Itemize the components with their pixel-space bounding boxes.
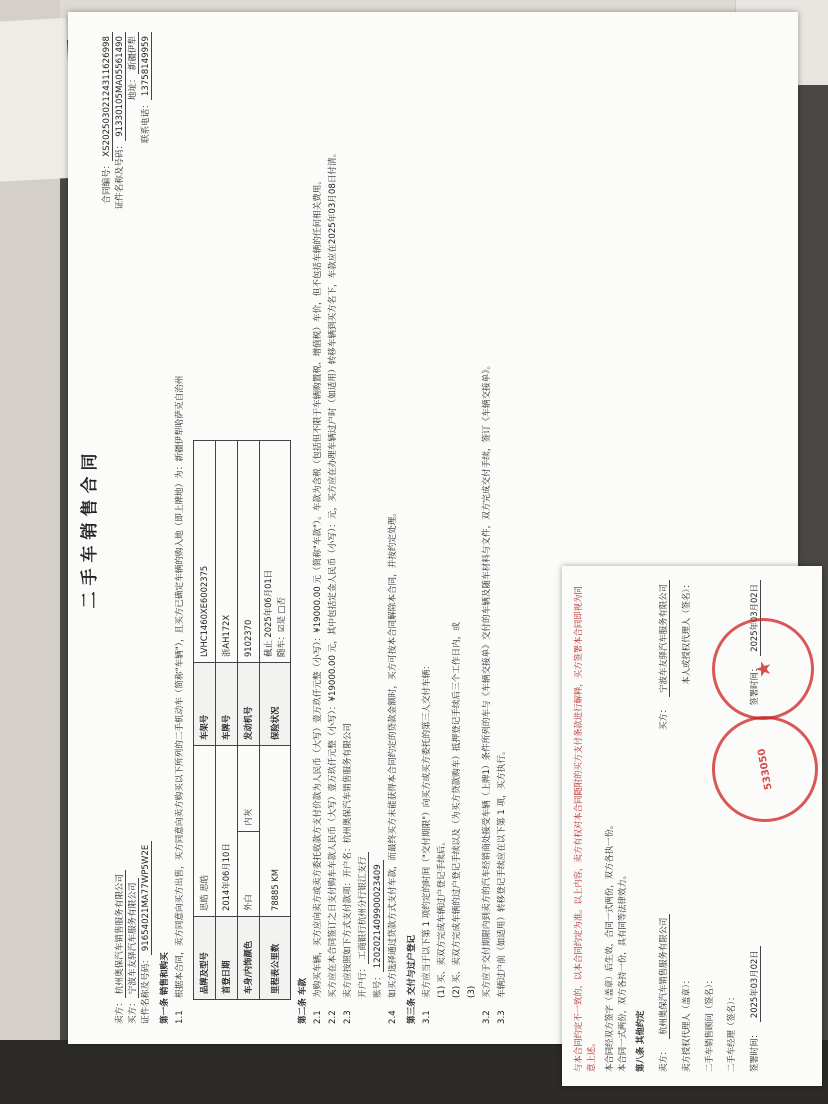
- clause-2-4-text: 如买方选择通过贷款方式支付车款，而最终买方未能获得本合同约定的贷款金额时，买方可按本合同解除本合同，并按约定处理。: [388, 508, 398, 998]
- buyer-sign-label: 买方：: [657, 704, 668, 730]
- buyer-company-seal: ★: [712, 618, 814, 720]
- seal-number: 533050: [755, 747, 775, 791]
- seller-company-seal: [712, 716, 818, 822]
- buyer-credit: 91654021MA77WP5W2E: [141, 841, 152, 956]
- clause-2-3: 2.3 卖方应按照如下方式支付款项：开户名：杭州奥保汽车销售服务有限公司: [343, 722, 353, 1024]
- vehicle-table: [193, 440, 291, 1000]
- contract-no-row: [101, 32, 114, 1024]
- mileage-value: 78885 KM: [260, 746, 291, 917]
- contract-no-label: 合同编号：: [102, 160, 112, 204]
- plate-label: 车牌号: [216, 663, 238, 746]
- clause-3-1-2: [451, 32, 464, 1024]
- brand-value: 思皓 思皓: [194, 746, 216, 917]
- clause-3-1-1-text: (1) 买、卖双方完成车辆过户登记手续后。: [437, 837, 447, 998]
- buyer-address: 新疆伊犁: [128, 32, 139, 74]
- buyer-name: 宁波车友驿汽车服务有限公司: [128, 878, 139, 998]
- account-label: 账号：: [373, 972, 383, 998]
- section-8-heading: 第八条 其他约定: [635, 1010, 645, 1072]
- insurance-options: 随车：☑是 □否: [276, 597, 286, 658]
- account-value: 1202021409900023409: [373, 860, 384, 972]
- seller-sign-name: 杭州奥保汽车销售服务有限公司: [657, 914, 671, 1039]
- clause-7-7: 本合同一式两份，双方各持一份，具有同等法律效力。: [616, 871, 627, 1072]
- table-row: [260, 441, 291, 1000]
- manager-label: 二手车经理（签名）：: [726, 992, 736, 1072]
- contract-page-2: [562, 566, 822, 1086]
- table-row: [194, 441, 216, 1000]
- insurance-label: 保险状况: [260, 663, 291, 746]
- clause-2-4: 2.4 如买方选择通过贷款方式支付车款，而最终买方未能获得本合同约定的贷款金额时，买方可按本合同解除本合同，并按约定处理。: [388, 508, 398, 1024]
- reg-date-label: 首登日期: [216, 917, 238, 1000]
- insurance-value: [260, 441, 291, 663]
- seller-sign-row: [657, 580, 671, 1072]
- section-3-heading: 第三条 交付与过户登记: [407, 935, 417, 1024]
- plate-value: 浙AH172X: [216, 441, 238, 663]
- clause-3-3: 3.3 车辆过户前（如适用）转移登记手续应在以下第 1 项，买方执行。: [497, 746, 507, 1024]
- clause-1-1: 1.1 根据本合同，卖方同意向买方出售，买方同意向卖方购买以下所列的二手机动车（简称"车辆"），且买方已确定车辆的购入地（即上牌地）为：新疆伊犁哈萨克自治州: [175, 375, 185, 1024]
- sales-advisor-label: 二手车销售顾问（签名）：: [703, 975, 714, 1072]
- section-1-heading: 第一条 销售和购买: [160, 952, 170, 1024]
- mileage-label: 里程表公里数: [260, 917, 291, 1000]
- clause-3-2-text: 买方应于交付期限内到卖方的汽车经销商处接受车辆（上牌1）条件所列的车与《车辆交接单》交付的车辆及随车材料与文件，双方完成交付手续，签订《车辆交接单》。: [482, 360, 492, 998]
- buyer-label: 买方：: [128, 998, 138, 1024]
- clause-1-1-text: 根据本合同，卖方同意向买方出售，买方同意向卖方购买以下所列的二手机动车（简称"车辆"），且买方已确定车辆的购入地（即上牌地）为：新疆伊犁哈萨克自治州: [175, 375, 185, 998]
- clause-3-1-3: [466, 32, 479, 1024]
- seller-credit-label: 证件名称及号码：: [115, 140, 125, 210]
- clause-3-3-text: 车辆过户前（如适用）转移登记手续应在以下第 1 项，买方执行。: [497, 746, 507, 998]
- color-label: 车身/内饰颜色: [238, 917, 260, 1000]
- clause-3-1: 3.1 卖方应当于以下第 1 项约定的时间（"交付期限"）向买方或买方委托的第三人交付车辆：: [422, 661, 432, 1024]
- seller-label: 卖方：: [115, 998, 125, 1024]
- underlying-handwritten-sheet: [0, 18, 74, 182]
- seller-agent-label: 卖方授权代理人（盖章）：: [681, 975, 691, 1072]
- seller-credit: 91330105MA05561490: [115, 32, 126, 141]
- phone-label: 联系电话：: [141, 100, 151, 144]
- bank-row: [357, 32, 370, 1024]
- vin-label: 车架号: [194, 663, 216, 746]
- clause-3-1-2-text: (2) 买、卖双方完成车辆的过户登记手续以及（为买方贷款购车）抵押登记手续后三个工作日内，或: [452, 622, 462, 998]
- color-outer: 外白: [238, 831, 260, 916]
- contract-title: 二手车销售合同: [80, 447, 100, 609]
- sign-date-label: 签署时间：: [748, 1030, 759, 1072]
- buyer-row: [127, 32, 140, 1024]
- clause-2-2-text: 买方应在本合同签订之日支付购车车款人民币（大写）壹万玖仟元整（小写）：¥19000.00 元，其中包括定金人民币（小写）：元，买方应在办理车辆过户时（如适用）转移车辆到买方名下，车款应在2025年03月08日付清。: [328, 148, 338, 998]
- seller-sign-label: 卖方：: [657, 1046, 668, 1072]
- brand-label: 品牌及型号: [194, 917, 216, 1000]
- buyer-date: 2025年03月02日: [748, 580, 762, 656]
- color-inner: 内灰: [238, 746, 260, 832]
- seller-row: [114, 32, 127, 1024]
- section-2-heading: 第二条 车款: [298, 978, 308, 1024]
- clause-3-1-3-text: (3): [467, 985, 477, 998]
- buyer-credit-row: [140, 32, 153, 1024]
- phone: 13758149959: [141, 32, 152, 100]
- page2-header-text: 与本合同约定不一致的，以本合同约定为准。以上内容，卖方有权对本合同随附的买方支付条款进行解释，买方签署本合同即视为同意上述。: [573, 586, 596, 1072]
- engine-label: 发动机号: [238, 663, 260, 746]
- buyer-sign-name: 宁波车友驿汽车服务有限公司: [657, 580, 671, 697]
- insurance-date: 截止 2025年06月01日: [263, 569, 273, 658]
- clause-3-1-1: [436, 32, 449, 1024]
- table-row: [216, 441, 238, 1000]
- clause-2-2: 2.2 买方应在本合同签订之日支付购车车款人民币（大写）壹万玖仟元整（小写）：¥19000.00 元，其中包括定金人民币（小写）：元，买方应在办理车辆过户时（如适用）转移车辆到买方名下，车款应在2025年03月08日付清。: [328, 148, 338, 1024]
- contract-no: XS20250302124311626998: [102, 32, 113, 161]
- account-row: [372, 32, 385, 1024]
- vin-value: LVHC1460XE6002375: [194, 441, 216, 663]
- table-row: [238, 441, 260, 1000]
- buyer-credit-label: 证件名称及号码：: [141, 955, 151, 1024]
- buyer-address-label: 地址：: [128, 74, 138, 101]
- seller-name: 杭州奥保汽车销售服务有限公司: [115, 870, 126, 998]
- clause-7-6: 本合同经双方签字（盖章）后生效，合同一式两份，双方各执一份。: [604, 820, 614, 1072]
- bank-value: 工商银行杭州分行银江支行: [358, 852, 369, 963]
- clause-3-2: 3.2 买方应于交付期限内到卖方的汽车经销商处接受车辆（上牌1）条件所列的车与《车辆交接单》交付的车辆及随车材料与文件，双方完成交付手续，签订《车辆交接单》。: [482, 360, 492, 1024]
- clause-2-3-text: 卖方应按照如下方式支付款项：开户名：杭州奥保汽车销售服务有限公司: [343, 722, 353, 998]
- reg-date-value: 2014年06月10日: [216, 746, 238, 917]
- engine-value: 9102370: [238, 441, 260, 663]
- sign-date: 2025年03月02日: [748, 946, 762, 1022]
- clause-2-1-text: 为购买车辆，买方应向卖方或卖方委托收款方支付价款为人民币（大写）壹万玖仟元整（小写）：¥19000.00 元（简称"车款"）。车款为含税（包括但不限于车辆购置税、增值税）车价，但不包括车辆的任何相关费用。: [313, 176, 323, 998]
- buyer-agent-label: 本人或授权代理人（签名）：: [681, 580, 691, 685]
- buyer-date-label: 签署时间：: [748, 663, 759, 706]
- bank-label: 开户行：: [358, 963, 368, 998]
- agent-row: [680, 580, 693, 1072]
- clause-3-1-text: 卖方应当于以下第 1 项约定的时间（"交付期限"）向买方或买方委托的第三人交付车辆：: [422, 661, 432, 998]
- clause-2-1: 2.1 为购买车辆，买方应向卖方或卖方委托收款方支付价款为人民币（大写）壹万玖仟元整（小写）：¥19000.00 元（简称"车款"）。车款为含税（包括但不限于车辆购置税、增值税）车价，但不包括车辆的任何相关费用。: [313, 176, 323, 1024]
